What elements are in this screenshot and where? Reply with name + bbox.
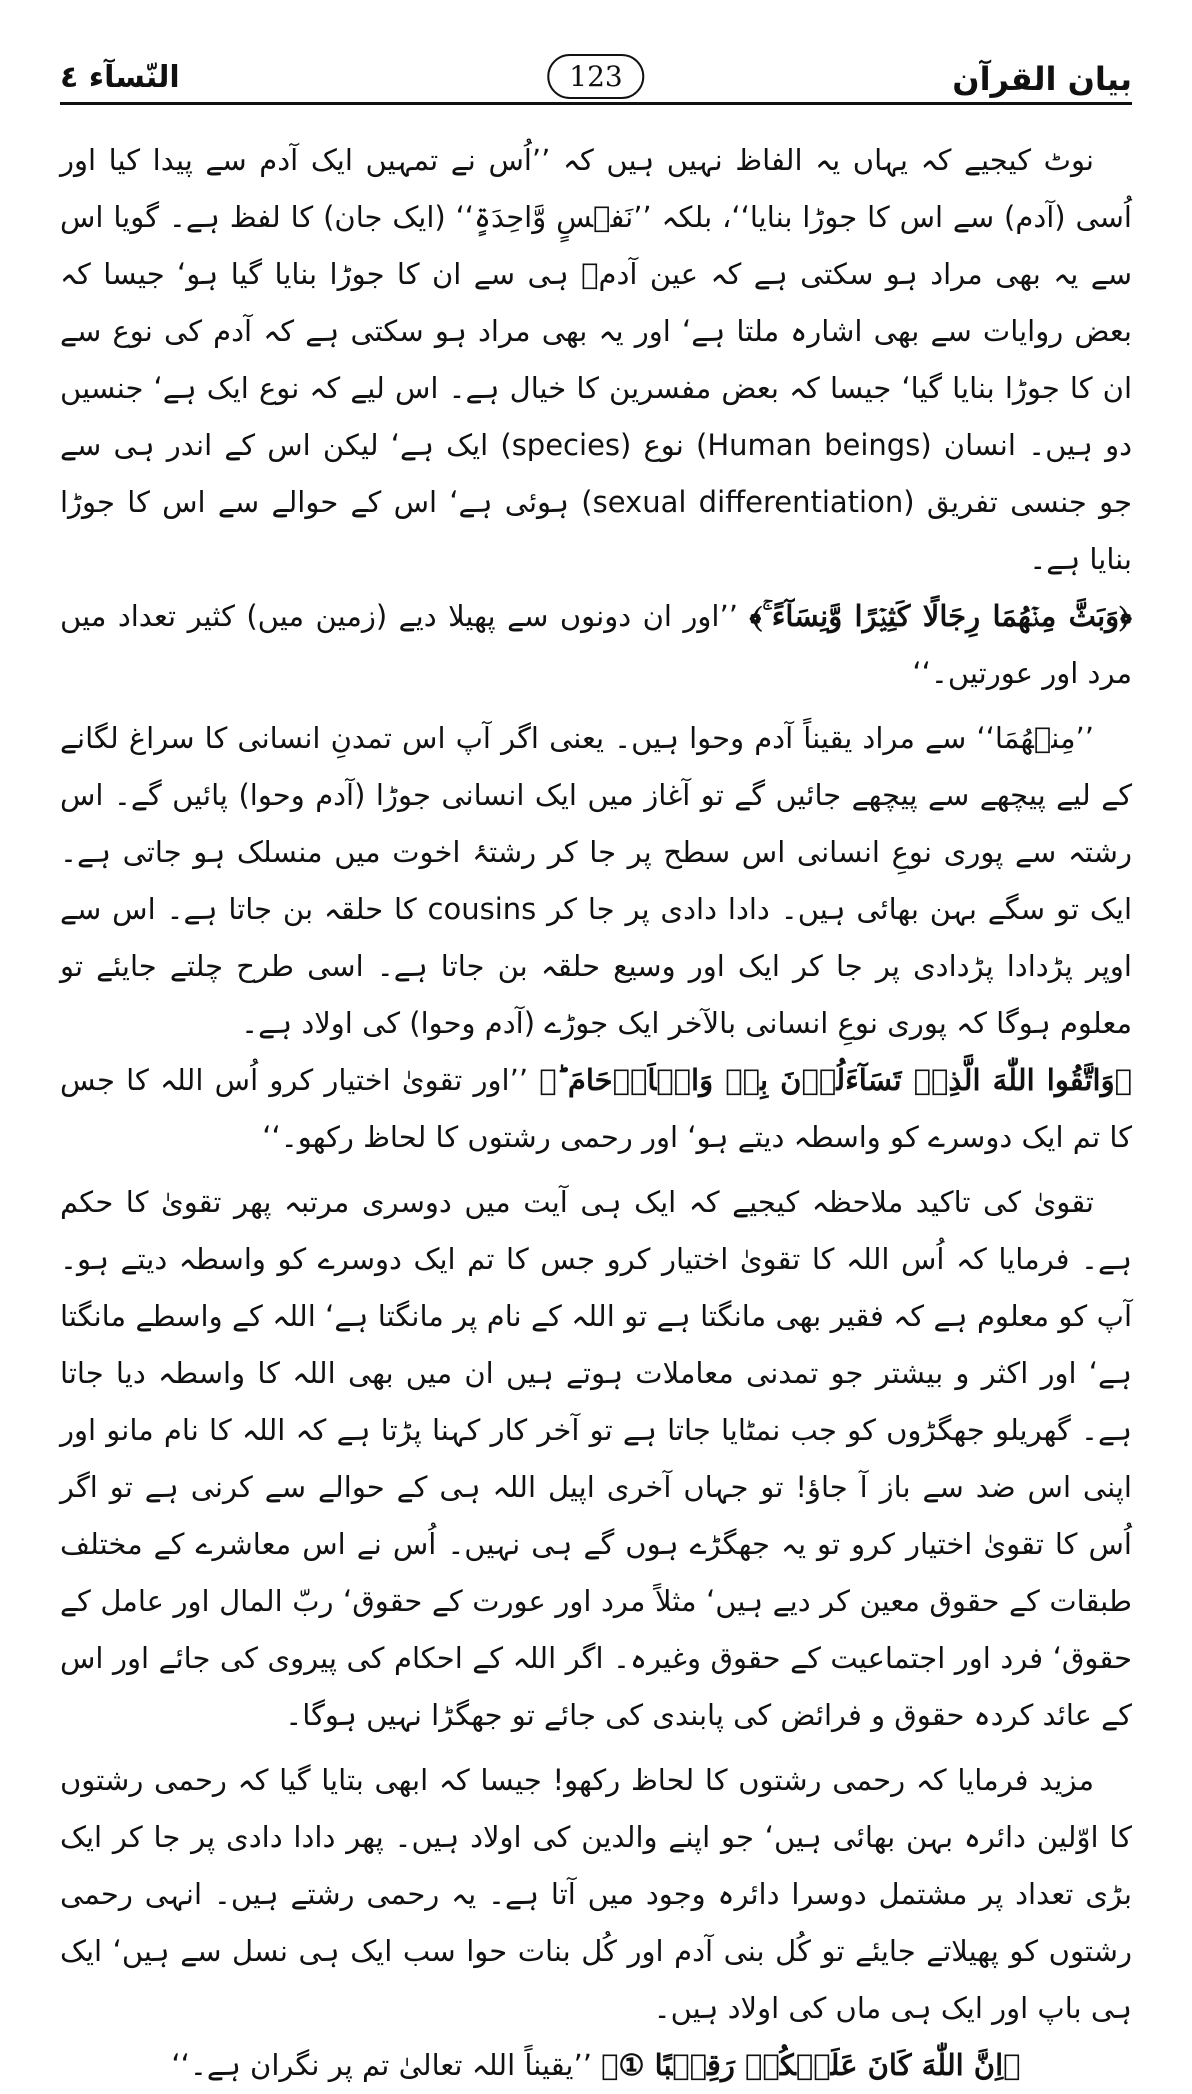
paragraph-3: تقویٰ کی تاکید ملاحظہ کیجیے کہ ایک ہی آیت میں دوسری مرتبہ پھر تقویٰ کا حکم ہے۔ فرمایا کہ اُس اللہ کا تقویٰ اختیار کرو جس کا تم ایک دوسرے کو واسطہ دیتے ہو۔ آپ کو معلوم ہے کہ فقیر بھی مانگتا ہے تو اللہ کے نام پر مانگتا ہے‘ اللہ کے واسطے مانگتا ہے‘ اور اکثر و بیشتر جو تمدنی معاملات ہوتے ہیں ان میں بھی اللہ کا واسطہ دیا جاتا ہے۔ گھریلو جھگڑوں کو جب نمٹایا جاتا ہے تو آخر کار کہنا پڑتا ہے کہ اللہ کا نام مانو اور اپنی اس ضد سے باز آ جاؤ! تو جہاں آخری اپیل اللہ ہی کے حوالے سے کرنی ہے تو اگر اُس کا تقویٰ اختیار کرو تو یہ جھگڑے ہوں گے ہی نہیں۔ اُس نے اس معاشرے کے مختلف طبقات کے حقوق معین کر دیے ہیں‘ مثلاً مرد اور عورت کے حقوق‘ ربّ المال اور عامل کے حقوق‘ فرد اور اجتماعیت کے حقوق وغیرہ۔ اگر اللہ کے احکام کی پیروی کی جائے اور اس کے عائد کردہ حقوق و فرائض کی پابندی کی جائے تو جھگڑا نہیں ہوگا۔	[60, 1185, 1132, 1732]
surah-name: النّسآء ٤	[60, 60, 190, 95]
book-title: بیان القرآن	[942, 60, 1132, 98]
verse-translation-1: ’’اور ان دونوں سے پھیلا دیے (زمین میں) کثیر تعداد میں مرد اور عورتیں۔‘‘	[60, 599, 1132, 690]
verse-translation-2: ’’اور تقویٰ اختیار کرو اُس اللہ کا جس کا تم ایک دوسرے کو واسطہ دیتے ہو‘ اور رحمی رشتوں کا لحاظ رکھو۔‘‘	[60, 1063, 1132, 1154]
paragraph-4: مزید فرمایا کہ رحمی رشتوں کا لحاظ رکھو! جیسا کہ ابھی بتایا گیا کہ رحمی رشتوں کا اوّلین دائرہ بہن بھائی ہیں‘ جو اپنے والدین کی اولاد ہیں۔ پھر دادا دادی پر جا کر ایک بڑی تعداد پر مشتمل دوسرا دائرہ وجود میں آتا ہے۔ یہ رحمی رشتے ہیں۔ انہی رحمی رشتوں کو پھیلاتے جایئے تو کُل بنی آدم اور کُل بنات حوا سب ایک ہی نسل سے ہیں‘ ایک ہی باپ اور ایک ہی ماں کی اولاد ہیں۔	[60, 1763, 1132, 2025]
quran-verse-1: ﴿وَبَثَّ مِنۡهُمَا رِجَالًا كَثِيۡرًا وَّنِسَآءً ۚ﴾	[749, 599, 1132, 633]
page-body	[60, 132, 1132, 2094]
paragraph-2: ’’مِنۡهُمَا‘‘ سے مراد یقیناً آدم وحوا ہیں۔ یعنی اگر آپ اس تمدنِ انسانی کا سراغ لگانے کے لیے پیچھے سے پیچھے جائیں گے تو آغاز میں ایک انسانی جوڑا (آدم وحوا) پائیں گے۔ اس رشتہ سے پوری نوعِ انسانی اس سطح پر جا کر رشتۂ اخوت میں منسلک ہو جاتی ہے۔ ایک تو سگے بہن بھائی ہیں۔ دادا دادی پر جا کر cousins کا حلقہ بن جاتا ہے۔ اس سے اوپر پڑدادا پڑدادی پر جا کر ایک اور وسیع حلقہ بن جاتا ہے۔ اسی طرح چلتے جایئے تو معلوم ہوگا کہ پوری نوعِ انسانی بالآخر ایک جوڑے (آدم وحوا) کی اولاد ہے۔	[60, 721, 1133, 1040]
verse-translation-3: ’’یقیناً اللہ تعالیٰ تم پر نگران ہے۔‘‘	[171, 2048, 592, 2082]
quran-verse-3: ﴿اِنَّ اللّٰهَ كَانَ عَلَيۡكُمۡ رَقِيۡبًا ①﴾	[601, 2048, 1021, 2082]
spacer	[60, 1744, 1132, 1752]
quran-verse-2: ﴿وَاتَّقُوا اللّٰهَ الَّذِیۡ تَسَآءَلُوۡنَ بِهٖ وَالۡاَرۡحَامَ ؕ﴾	[539, 1063, 1133, 1097]
page-number: 123	[547, 54, 644, 99]
header-rule	[60, 102, 1132, 105]
page-header	[60, 60, 1132, 118]
verse-block-3	[60, 2037, 1132, 2094]
spacer	[60, 1166, 1132, 1174]
verse-block-1	[60, 588, 1132, 702]
verse-block-2	[60, 1052, 1132, 1166]
spacer	[60, 702, 1132, 710]
page-number-frame	[539, 54, 652, 99]
paragraph-1: نوٹ کیجیے کہ یہاں یہ الفاظ نہیں ہیں کہ ’’اُس نے تمہیں ایک آدم سے پیدا کیا اور اُسی (آدم) سے اس کا جوڑا بنایا‘‘، بلکہ ’’نَفۡسٍ وَّاحِدَۃٍ‘‘ (ایک جان) کا لفظ ہے۔ گویا اس سے یہ بھی مراد ہو سکتی ہے کہ عین آدمؑ ہی سے ان کا جوڑا بنایا گیا ہو‘ جیسا کہ بعض روایات سے بھی اشارہ ملتا ہے‘ اور یہ بھی مراد ہو سکتی ہے کہ آدم کی نوع سے ان کا جوڑا بنایا گیا‘ جیسا کہ بعض مفسرین کا خیال ہے۔ اس لیے کہ نوع ایک ہے‘ جنسیں دو ہیں۔ انسان (Human beings) نوع (species) ایک ہے‘ لیکن اس کے اندر ہی سے جو جنسی تفریق (sexual differentiation) ہوئی ہے‘ اس کے حوالے سے اس کا جوڑا بنایا ہے۔	[60, 143, 1132, 576]
